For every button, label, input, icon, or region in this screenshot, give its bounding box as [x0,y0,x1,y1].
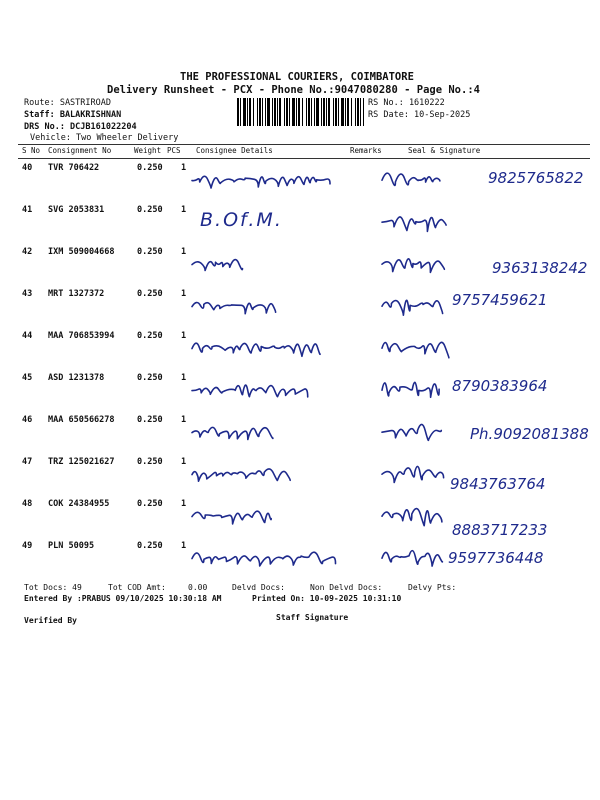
staff-label: Staff: BALAKRISHNAN [24,110,122,120]
row-pcs: 1 [181,541,187,551]
table-row [0,245,600,287]
rs-no-label: RS No.: 1610222 [368,98,445,108]
tot-docs: Tot Docs: 49 [24,583,82,592]
table-row [0,287,600,329]
row-sno: 49 [22,541,33,551]
row-consignment: TVR 706422 [48,163,100,173]
phone-number-handwritten: 8883717233 [452,521,548,539]
barcode-bar [237,98,239,126]
col-weight: Weight [134,146,162,155]
barcode-bar [298,98,300,126]
barcode-bar [311,98,312,126]
row-pcs: 1 [181,289,187,299]
consignee-signature-image [188,165,368,195]
barcode-bar [267,98,270,126]
row-sno: 41 [22,205,33,215]
table-row [0,161,600,203]
row-weight: 0.250 [137,541,163,551]
barcode-bar [335,98,337,126]
row-consignment: MAA 650566278 [48,415,115,425]
barcode-bar [292,98,295,126]
header-rule-bottom [18,158,590,159]
row-sno: 45 [22,373,33,383]
row-sno: 42 [22,247,33,257]
company-title: THE PROFESSIONAL COURIERS, COIMBATORE [180,71,414,83]
barcode-bar [314,98,315,126]
row-weight: 0.250 [137,289,163,299]
phone-number-handwritten: 9597736448 [448,549,544,567]
barcode-bar [274,98,276,126]
barcode-bar [296,98,297,126]
row-consignment: SVG 2053831 [48,205,105,215]
drs-label: DRS No.: DCJB161022204 [24,122,137,132]
phone-number-handwritten: 8790383964 [452,377,548,395]
col-pcs: PCS [167,146,181,155]
row-pcs: 1 [181,205,187,215]
barcode-bar [338,98,339,126]
barcode-bar [240,98,241,126]
barcode-bar [360,98,361,126]
barcode-image [237,98,365,126]
consignee-signature-image [188,333,368,363]
row-consignment: PLN 50095 [48,541,95,551]
row-pcs: 1 [181,331,187,341]
row-consignment: TRZ 125021627 [48,457,115,467]
row-weight: 0.250 [137,457,163,467]
row-weight: 0.250 [137,331,163,341]
barcode-bar [284,98,285,126]
barcode-bar [265,98,266,126]
vehicle-label: Vehicle: Two Wheeler Delivery [30,133,179,143]
col-consignee: Consignee Details [196,146,273,155]
row-pcs: 1 [181,163,187,173]
runsheet-subtitle: Delivery Runsheet - PCX - Phone No.:9047080280 - Page No.:4 [107,84,480,96]
non-delvd-docs: Non Delvd Docs: [310,583,383,592]
row-consignment: COK 24384955 [48,499,110,509]
row-consignment: MAA 706853994 [48,331,115,341]
barcode-bar [249,98,251,126]
col-remarks: Remarks [350,146,382,155]
consignee-signature-image [188,417,368,447]
delvd-docs: Delvd Docs: [232,583,285,592]
row-weight: 0.250 [137,163,163,173]
col-consignment: Consignment No [48,146,112,155]
table-row [0,413,600,455]
row-sno: 44 [22,331,33,341]
tot-cod-value: 0.00 [188,583,208,592]
table-row [0,329,600,371]
phone-number-handwritten: Ph.9092081388 [470,425,589,443]
header-rule-top [18,144,590,145]
entered-by: Entered By :PRABUS 09/10/2025 10:30:18 AM [24,594,222,603]
row-sno: 46 [22,415,33,425]
barcode-bar [341,98,344,126]
row-sno: 47 [22,457,33,467]
barcode-bar [277,98,278,126]
consignee-signature-image [188,543,368,573]
row-sno: 43 [22,289,33,299]
barcode-bar [286,98,288,126]
barcode-bar [262,98,263,126]
barcode-bar [351,98,352,126]
staff-signature-label: Staff Signature [276,613,349,622]
consignee-signature-image [188,501,368,531]
consignee-signature-image [188,291,368,321]
row-sno: 40 [22,163,33,173]
barcode-bar [272,98,273,126]
row-weight: 0.250 [137,205,163,215]
phone-number-handwritten: 9363138242 [492,259,588,277]
row-pcs: 1 [181,415,187,425]
barcode-bar [306,98,307,126]
barcode-bar [243,98,246,126]
barcode-bar [345,98,346,126]
barcode-bar [321,98,322,126]
consignee-signature-image [188,375,368,405]
table-row [0,539,600,581]
barcode-bar [355,98,356,126]
table-header [0,146,600,158]
consignee-handwriting: B.Of.M. [200,209,283,231]
barcode-bar [347,98,349,126]
receiver-signature-image [378,329,588,369]
phone-number-handwritten: 9843763764 [450,475,546,493]
barcode-bar [289,98,290,126]
row-sno: 48 [22,499,33,509]
barcode-bar [328,98,330,126]
barcode-bar [302,98,303,126]
phone-number-handwritten: 9757459621 [452,291,548,309]
route-label: Route: SASTRIROAD [24,98,111,108]
phone-number-handwritten: 9825765822 [488,169,584,187]
barcode-bar [333,98,334,126]
barcode-bar [279,98,281,126]
barcode-bar [326,98,327,126]
row-weight: 0.250 [137,499,163,509]
barcode-bar [363,98,364,126]
table-row [0,203,600,245]
row-pcs: 1 [181,247,187,257]
barcode-bar [316,98,319,126]
col-sno: S No [22,146,41,155]
table-row [0,455,600,497]
barcode-bar [257,98,258,126]
row-weight: 0.250 [137,415,163,425]
barcode-bar [247,98,248,126]
row-weight: 0.250 [137,247,163,257]
row-consignment: IXM 509004668 [48,247,115,257]
barcode-bar [259,98,261,126]
consignee-signature-image [188,249,368,279]
row-pcs: 1 [181,373,187,383]
tot-cod-label: Tot COD Amt: [108,583,166,592]
barcode-bar [308,98,310,126]
row-pcs: 1 [181,499,187,509]
barcode-bar [253,98,254,126]
barcode-bar [323,98,325,126]
row-consignment: MRT 1327372 [48,289,105,299]
delvy-pts: Delvy Pts: [408,583,457,592]
printed-on: Printed On: 10-09-2025 10:31:10 [252,594,402,603]
table-row [0,371,600,413]
rs-date-label: RS Date: 10-Sep-2025 [368,110,471,120]
receiver-signature-image [378,203,588,243]
table-row [0,497,600,539]
row-pcs: 1 [181,457,187,467]
col-seal: Seal & Signature [408,146,481,155]
barcode-bar [357,98,359,126]
row-consignment: ASD 1231378 [48,373,105,383]
row-weight: 0.250 [137,373,163,383]
verified-by: Verified By [24,616,77,625]
consignee-signature-image [188,459,368,489]
